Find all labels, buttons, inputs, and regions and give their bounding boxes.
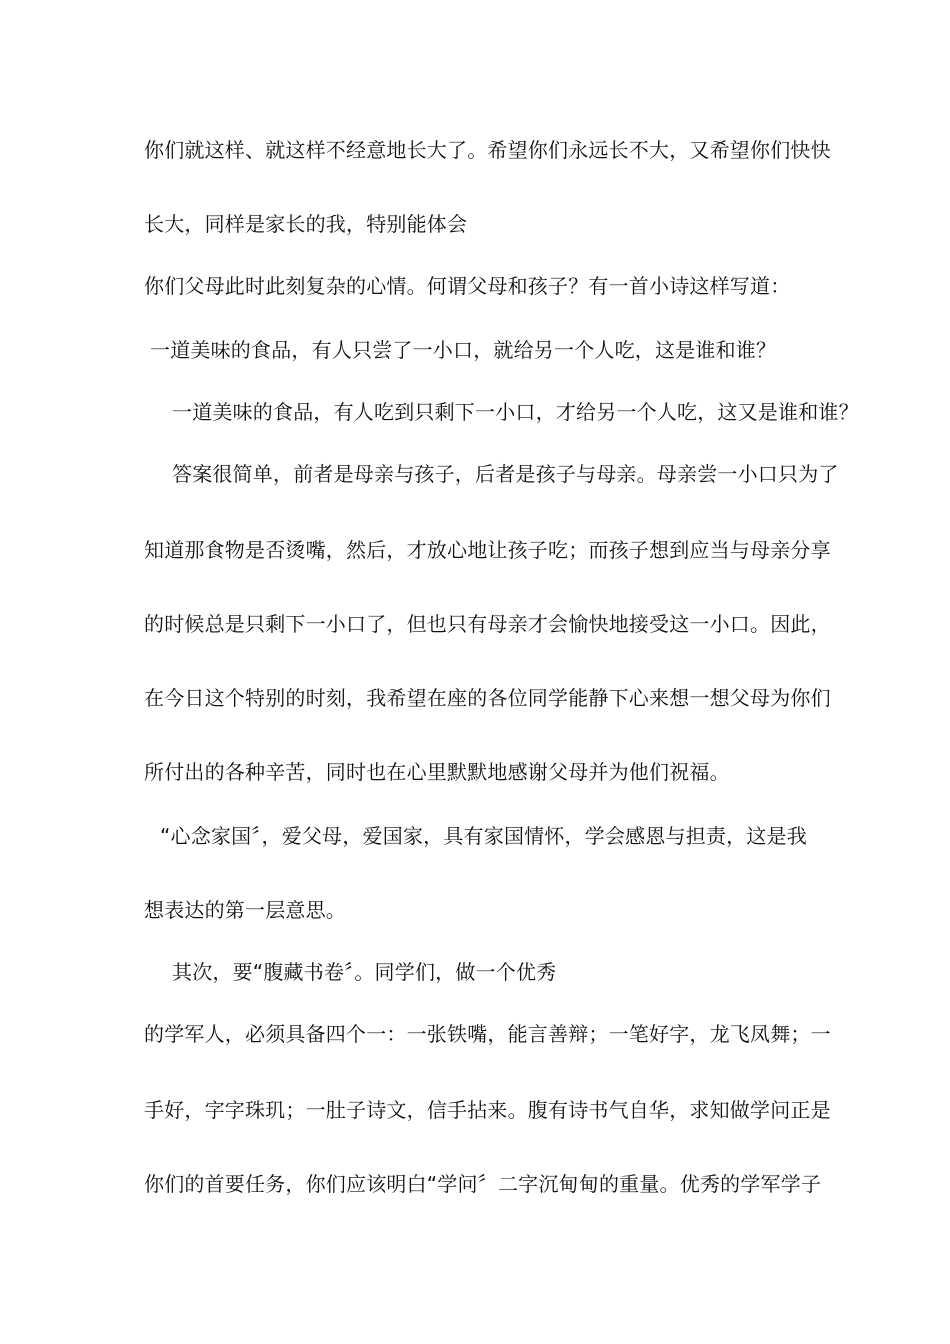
paragraph-line: 其次，要“腹藏书卷〞。同学们，做一个优秀 xyxy=(172,960,557,984)
poem-line: 一道美味的食品，有人吃到只剩下一小口，才给另一个人吃，这又是谁和谁？ xyxy=(172,400,859,424)
paragraph-line: “心念家国〞，爱父母，爱国家，具有家国情怀，学会感恩与担责，这是我 xyxy=(160,824,807,848)
paragraph-line: 想表达的第一层意思。 xyxy=(144,898,346,922)
paragraph-line: 你们就这样、就这样不经意地长大了。希望你们永远长不大，又希望你们快快 xyxy=(144,138,831,162)
poem-line: 一道美味的食品，有人只尝了一小口，就给另一个人吃，这是谁和谁？ xyxy=(150,338,777,362)
paragraph-line: 答案很简单，前者是母亲与孩子，后者是孩子与母亲。母亲尝一小口只为了 xyxy=(172,462,839,486)
paragraph-line: 知道那食物是否烫嘴，然后，才放心地让孩子吃；而孩子想到应当与母亲分享 xyxy=(144,538,831,562)
paragraph-line: 所付出的各种辛苦，同时也在心里默默地感谢父母并为他们祝福。 xyxy=(144,760,730,784)
paragraph-line: 的学军人，必须具备四个一：一张铁嘴，能言善辩；一笔好字，龙飞凤舞；一 xyxy=(144,1022,831,1046)
paragraph-line: 在今日这个特别的时刻，我希望在座的各位同学能静下心来想一想父母为你们 xyxy=(144,686,831,710)
paragraph-line: 你们的首要任务，你们应该明白“学问〞二字沉甸甸的重量。优秀的学军学子 xyxy=(144,1172,822,1196)
paragraph-line: 你们父母此时此刻复杂的心情。何谓父母和孩子？有一首小诗这样写道： xyxy=(144,274,791,298)
paragraph-line: 长大，同样是家长的我，特别能体会 xyxy=(144,212,468,236)
paragraph-line: 的时候总是只剩下一小口了，但也只有母亲才会愉快地接受这一小口。因此， xyxy=(144,612,831,636)
paragraph-line: 手好，字字珠玑；一肚子诗文，信手拈来。腹有诗书气自华，求知做学问正是 xyxy=(144,1098,831,1122)
